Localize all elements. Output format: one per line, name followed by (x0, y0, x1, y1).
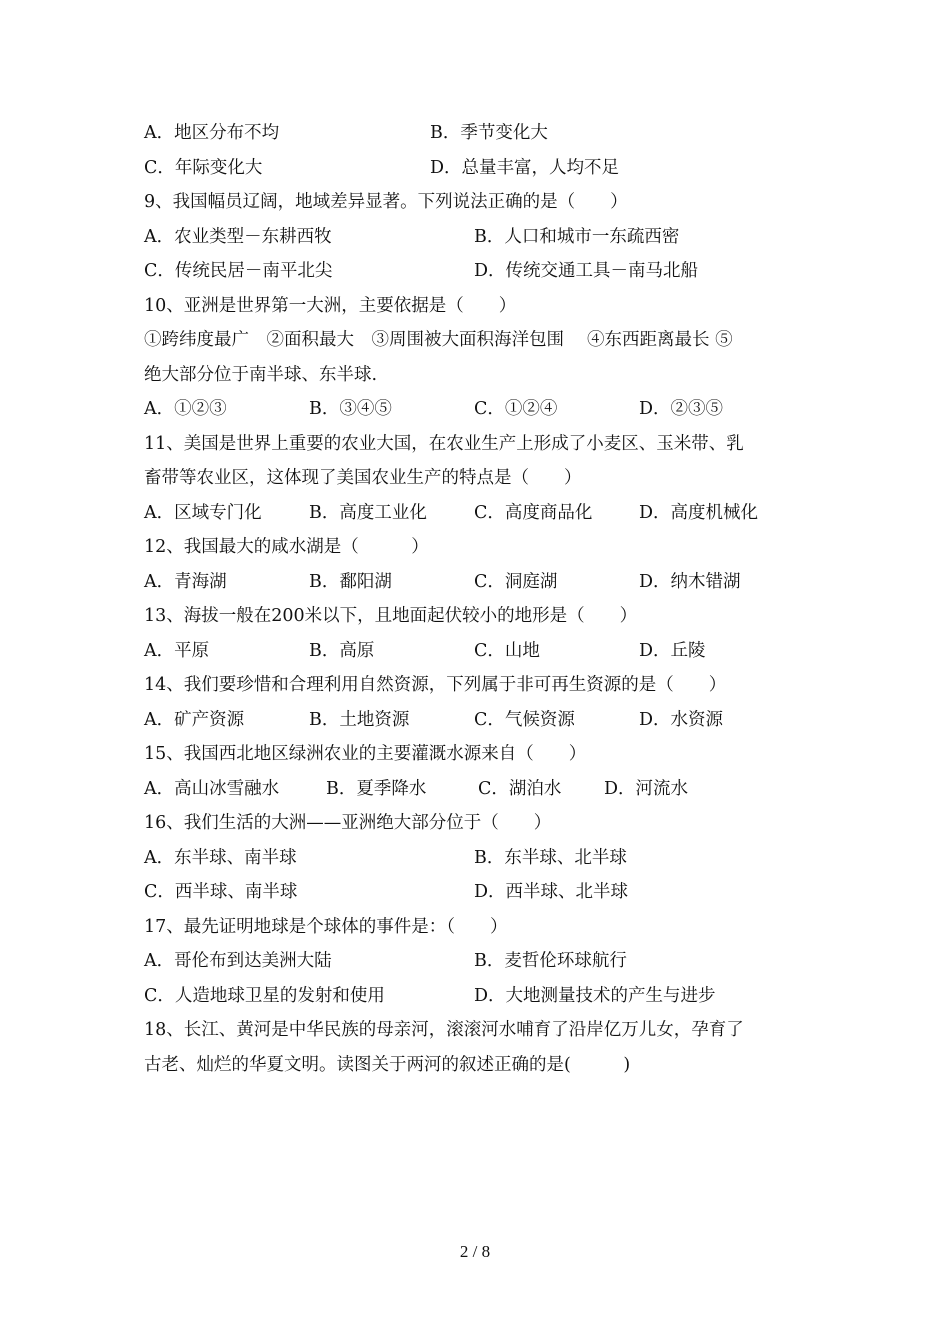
answer-option: A．高山冰雪融水 (144, 778, 280, 799)
answer-option: B．高原 (309, 640, 375, 661)
answer-option: A．平原 (144, 640, 210, 661)
answer-option: A．青海湖 (144, 571, 227, 592)
answer-option: B．③④⑤ (309, 399, 392, 419)
answer-option: C．人造地球卫星的发射和使用 (144, 985, 385, 1006)
text-line: 绝大部分位于南半球、东半球. (144, 364, 378, 385)
answer-option: A．农业类型－东耕西牧 (144, 226, 332, 247)
text-line: 13、海拔一般在200米以下，且地面起伏较小的地形是（ ） (144, 606, 638, 626)
answer-option: B．高度工业化 (309, 502, 427, 523)
answer-option: A．东半球、南半球 (144, 847, 297, 868)
page-number: 2 / 8 (459, 1242, 491, 1261)
answer-option: B．季节变化大 (430, 123, 548, 143)
answer-option: B．土地资源 (309, 709, 410, 730)
answer-option: C．①②④ (474, 399, 558, 419)
answer-option: C．年际变化大 (144, 157, 263, 178)
text-line: 16、我们生活的大洲——亚洲绝大部分位于（ ） (144, 813, 552, 833)
answer-option: C．洞庭湖 (474, 571, 558, 592)
text-line: 14、我们要珍惜和合理利用自然资源，下列属于非可再生资源的是（ ） (144, 675, 727, 695)
answer-option: D．传统交通工具－南马北船 (474, 261, 699, 281)
answer-option: C．气候资源 (474, 709, 575, 730)
answer-option: B．东半球、北半球 (474, 847, 627, 868)
answer-option: D．西半球、北半球 (474, 882, 629, 902)
answer-option: D．丘陵 (639, 640, 706, 661)
answer-option: C．西半球、南半球 (144, 882, 298, 902)
text-line: 17、最先证明地球是个球体的事件是：（ ） (144, 916, 508, 937)
answer-option: B．鄱阳湖 (309, 571, 392, 592)
answer-option: A．①②③ (144, 399, 227, 419)
answer-option: A．区域专门化 (144, 502, 262, 523)
text-line: 9、我国幅员辽阔，地域差异显著。下列说法正确的是（ ） (144, 192, 628, 212)
text-line: 11、美国是世界上重要的农业大国，在农业生产上形成了小麦区、玉米带、乳 (144, 433, 744, 454)
answer-option: C．山地 (474, 640, 540, 661)
answer-option: A．矿产资源 (144, 709, 245, 730)
text-line: 12、我国最大的咸水湖是（ ） (144, 537, 429, 557)
answer-option: D．河流水 (604, 778, 689, 799)
answer-option: D．②③⑤ (639, 399, 724, 419)
answer-option: D．水资源 (639, 709, 724, 730)
text-line: 15、我国西北地区绿洲农业的主要灌溉水源来自（ ） (144, 744, 587, 764)
answer-option: B．夏季降水 (326, 778, 427, 799)
answer-option: C．湖泊水 (478, 778, 562, 799)
text-line: ①跨纬度最广 ②面积最大 ③周围被大面积海洋包围 ④东西距离最长 ⑤ (144, 330, 733, 350)
answer-option: D．纳木错湖 (639, 571, 741, 592)
answer-option: B．人口和城市一东疏西密 (474, 226, 680, 247)
text-line: 10、亚洲是世界第一大洲，主要依据是（ ） (144, 295, 517, 316)
answer-option: A．哥伦布到达美洲大陆 (144, 951, 332, 971)
text-line: 18、长江、黄河是中华民族的母亲河，滚滚河水哺育了沿岸亿万儿女，孕育了 (144, 1020, 744, 1040)
answer-option: B．麦哲伦环球航行 (474, 951, 627, 971)
answer-option: C．高度商品化 (474, 502, 593, 523)
answer-option: D．高度机械化 (639, 502, 759, 523)
answer-option: A．地区分布不均 (144, 123, 280, 143)
text-line: 古老、灿烂的华夏文明。读图关于两河的叙述正确的是( ) (144, 1054, 631, 1075)
answer-option: C．传统民居－南平北尖 (144, 261, 333, 281)
answer-option: D．大地测量技术的产生与进步 (474, 985, 716, 1006)
answer-option: D．总量丰富，人均不足 (430, 157, 620, 178)
text-line: 畜带等农业区，这体现了美国农业生产的特点是（ ） (144, 468, 582, 488)
